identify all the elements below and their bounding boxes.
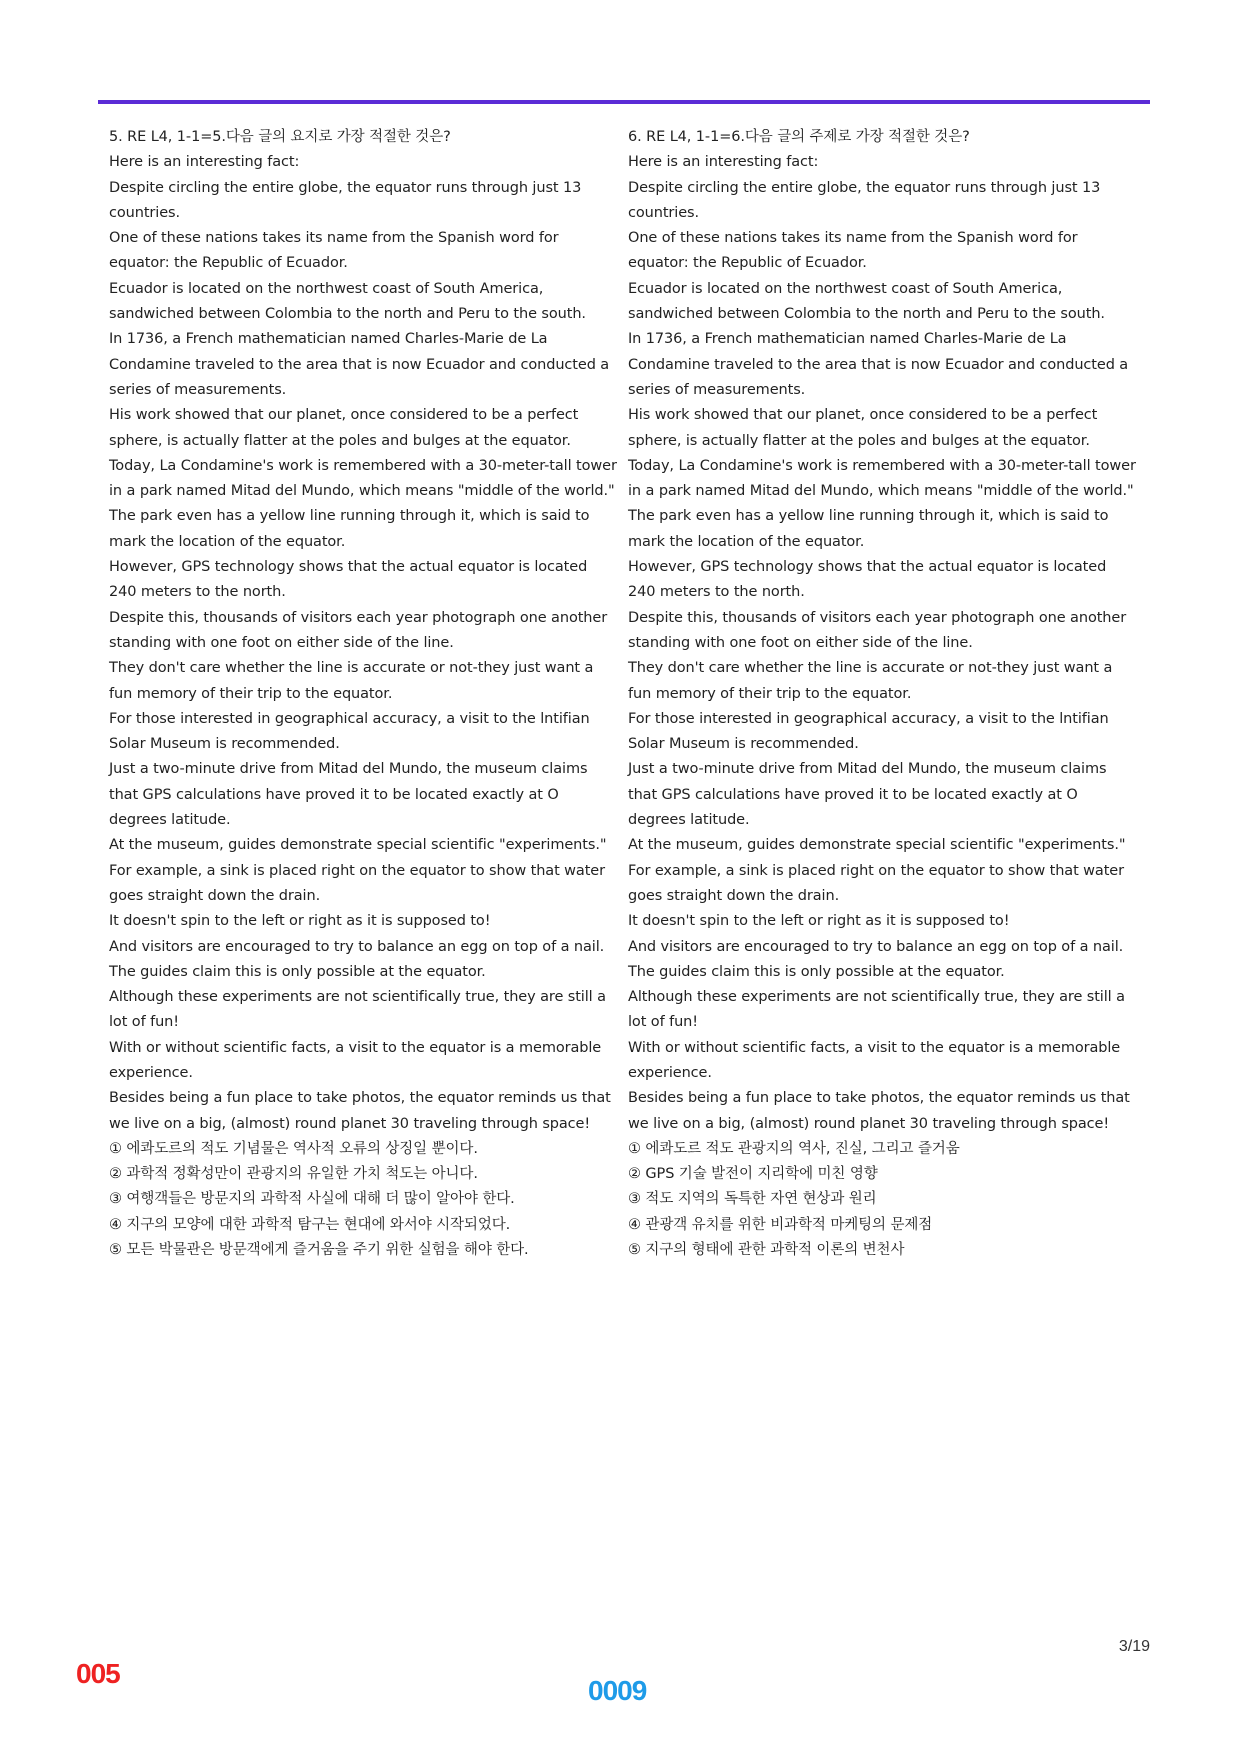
question-title: 6. RE L4, 1-1=6.다음 글의 주제로 가장 적절한 것은?: [628, 129, 970, 145]
stamp-code-center: 0009: [588, 1675, 647, 1706]
passage-sentence: In 1736, a French mathematician named Charles-Marie de La Condamine traveled to the area that is now Ecuador and conducted a series of measurements.: [628, 331, 1129, 398]
passage-sentence: Besides being a fun place to take photos, the equator reminds us that we live on a big, (almost) round planet 30 traveling through space!: [628, 1090, 1130, 1132]
passage-sentence: Despite this, thousands of visitors each year photograph one another standing with one foot on either side of the line.: [109, 609, 608, 651]
passage-sentence: Ecuador is located on the northwest coast of South America, sandwiched between Colombia to the north and Peru to the south.: [109, 280, 586, 323]
passage-sentence: At the museum, guides demonstrate special scientific "experiments.": [628, 837, 1126, 854]
passage-sentence: For example, a sink is placed right on the equator to show that water goes straight down the drain.: [628, 862, 1124, 904]
passage-sentence: One of these nations takes its name from the Spanish word for equator: the Republic of Ecuador.: [109, 230, 559, 272]
passage-sentence: For those interested in geographical accuracy, a visit to the lntifian Solar Museum is recommended.: [109, 710, 590, 753]
passage-sentence: The park even has a yellow line running through it, which is said to mark the location of the equator.: [628, 508, 1109, 550]
passage-sentence: Despite circling the entire globe, the equator runs through just 13 countries.: [628, 179, 1101, 221]
page-number: 3/19: [1118, 1638, 1150, 1655]
passage-sentence: However, GPS technology shows that the actual equator is located 240 meters to the north.: [628, 559, 1107, 601]
passage-sentence: For those interested in geographical accuracy, a visit to the lntifian Solar Museum is recommended.: [628, 710, 1109, 753]
answer-options: [109, 1137, 619, 1263]
passage-sentence: With or without scientific facts, a visit to the equator is a memorable experience.: [628, 1039, 1121, 1081]
passage-sentence: The guides claim this is only possible at the equator.: [628, 963, 1005, 980]
passage: [109, 150, 619, 1137]
passage-sentence: Ecuador is located on the northwest coast of South America, sandwiched between Colombia to the north and Peru to the south.: [628, 280, 1105, 323]
answer-option-5: ⑤ 모든 박물관은 방문객에게 즐거움을 주기 위한 실험을 해야 한다.: [109, 1242, 529, 1259]
answer-option-4: ④ 지구의 모양에 대한 과학적 탐구는 현대에 와서야 시작되었다.: [109, 1216, 511, 1233]
passage-sentence: Here is an interesting fact:: [628, 154, 819, 171]
question-column-left: [109, 125, 619, 1263]
passage-sentence: Today, La Condamine's work is remembered with a 30-meter-tall tower in a park named Mitad del Mundo, which means "middle of the world.": [109, 457, 617, 500]
answer-option-1: ① 에콰도르 적도 관광지의 역사, 진실, 그리고 즐거움: [628, 1140, 960, 1157]
passage-sentence: Besides being a fun place to take photos, the equator reminds us that we live on a big, (almost) round planet 30 traveling through space!: [109, 1090, 611, 1132]
answer-options: [628, 1137, 1138, 1263]
passage-sentence: For example, a sink is placed right on the equator to show that water goes straight down the drain.: [109, 862, 605, 904]
stamp-code-left: 005: [76, 1658, 120, 1689]
answer-option-5: ⑤ 지구의 형태에 관한 과학적 이론의 변천사: [628, 1242, 905, 1259]
passage-sentence: Just a two-minute drive from Mitad del Mundo, the museum claims that GPS calculations have proved it to be located exactly at O degrees latitude.: [109, 761, 588, 829]
passage-sentence: They don't care whether the line is accurate or not-they just want a fun memory of their trip to the equator.: [109, 660, 594, 702]
passage-sentence: His work showed that our planet, once considered to be a perfect sphere, is actually flatter at the poles and bulges at the equator.: [109, 407, 579, 449]
passage-sentence: They don't care whether the line is accurate or not-they just want a fun memory of their trip to the equator.: [628, 660, 1113, 702]
passage-sentence: Despite this, thousands of visitors each year photograph one another standing with one foot on either side of the line.: [628, 609, 1127, 651]
passage-sentence: It doesn't spin to the left or right as it is supposed to!: [109, 913, 491, 930]
answer-option-2: ② GPS 기술 발전이 지리학에 미친 영향: [628, 1166, 878, 1183]
passage-sentence: It doesn't spin to the left or right as it is supposed to!: [628, 913, 1010, 930]
passage-sentence: One of these nations takes its name from the Spanish word for equator: the Republic of Ecuador.: [628, 230, 1078, 272]
question-column-right: [628, 125, 1138, 1263]
passage-sentence: Today, La Condamine's work is remembered with a 30-meter-tall tower in a park named Mitad del Mundo, which means "middle of the world.": [628, 457, 1136, 500]
passage-sentence: And visitors are encouraged to try to balance an egg on top of a nail.: [628, 938, 1124, 955]
question-title: 5. RE L4, 1-1=5.다음 글의 요지로 가장 적절한 것은?: [109, 129, 451, 145]
passage-sentence: Although these experiments are not scientifically true, they are still a lot of fun!: [628, 989, 1125, 1031]
passage: [628, 150, 1138, 1137]
passage-sentence: The guides claim this is only possible at the equator.: [109, 963, 486, 980]
passage-sentence: Just a two-minute drive from Mitad del Mundo, the museum claims that GPS calculations have proved it to be located exactly at O degrees latitude.: [628, 761, 1107, 829]
passage-sentence: Although these experiments are not scientifically true, they are still a lot of fun!: [109, 989, 606, 1031]
answer-option-4: ④ 관광객 유치를 위한 비과학적 마케팅의 문제점: [628, 1216, 933, 1233]
passage-sentence: Here is an interesting fact:: [109, 154, 300, 171]
passage-sentence: At the museum, guides demonstrate special scientific "experiments.": [109, 837, 607, 854]
passage-sentence: With or without scientific facts, a visit to the equator is a memorable experience.: [109, 1039, 602, 1081]
top-rule: [98, 100, 1150, 104]
passage-sentence: His work showed that our planet, once considered to be a perfect sphere, is actually flatter at the poles and bulges at the equator.: [628, 407, 1098, 449]
passage-sentence: In 1736, a French mathematician named Charles-Marie de La Condamine traveled to the area that is now Ecuador and conducted a series of measurements.: [109, 331, 610, 398]
passage-sentence: And visitors are encouraged to try to balance an egg on top of a nail.: [109, 938, 605, 955]
answer-option-1: ① 에콰도르의 적도 기념물은 역사적 오류의 상징일 뿐이다.: [109, 1140, 478, 1157]
passage-sentence: Despite circling the entire globe, the equator runs through just 13 countries.: [109, 179, 582, 221]
answer-option-2: ② 과학적 정확성만이 관광지의 유일한 가치 척도는 아니다.: [109, 1166, 478, 1183]
passage-sentence: The park even has a yellow line running through it, which is said to mark the location of the equator.: [109, 508, 590, 550]
passage-sentence: However, GPS technology shows that the actual equator is located 240 meters to the north.: [109, 559, 588, 601]
answer-option-3: ③ 적도 지역의 독특한 자연 현상과 원리: [628, 1191, 877, 1208]
answer-option-3: ③ 여행객들은 방문지의 과학적 사실에 대해 더 많이 알아야 한다.: [109, 1191, 515, 1208]
